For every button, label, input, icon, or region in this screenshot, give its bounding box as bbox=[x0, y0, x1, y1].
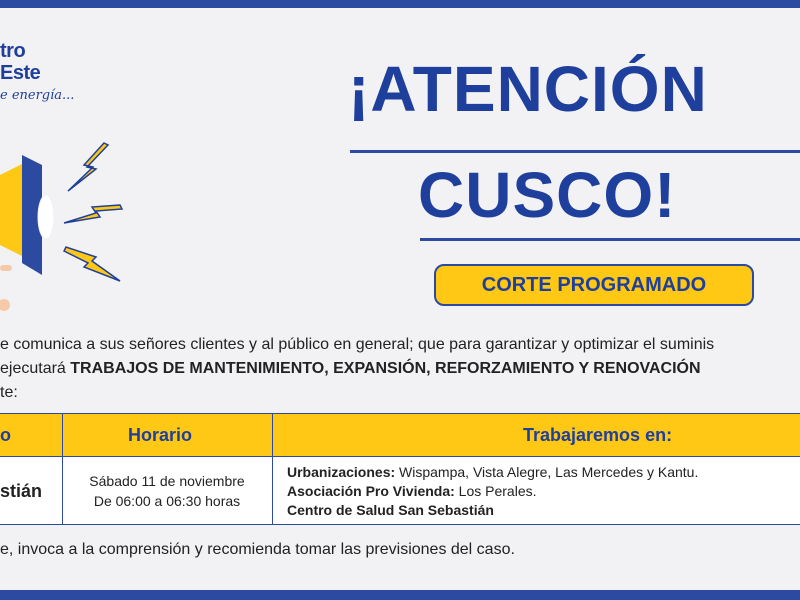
logo-tagline: e energía... bbox=[0, 88, 75, 103]
megaphone-icon bbox=[0, 135, 140, 315]
work-item-value: Wispampa, Vista Alegre, Las Mercedes y Kantu. bbox=[395, 464, 699, 480]
closing-text: e, invoca a la comprensión y recomienda tomar las previsiones del caso. bbox=[0, 541, 515, 558]
column-divider bbox=[272, 413, 273, 525]
paragraph-line2-bold: TRABAJOS DE MANTENIMIENTO, EXPANSIÓN, REFORZAMIENTO Y RENOVACIÓN bbox=[70, 360, 701, 377]
cell-horario bbox=[62, 471, 272, 511]
top-border-bar bbox=[0, 0, 800, 8]
paragraph-line1: e comunica a sus señores clientes y al público en general; que para garantizar y optimizar el suminis bbox=[0, 336, 715, 353]
work-item-label: Asociación Pro Vivienda: bbox=[287, 483, 455, 499]
table-header-row bbox=[0, 413, 800, 457]
corte-programado-badge: CORTE PROGRAMADO bbox=[434, 264, 754, 306]
lightning-bolt-icon bbox=[68, 143, 108, 191]
work-item-label: Urbanizaciones: bbox=[287, 464, 396, 480]
logo-text-line2: Este bbox=[0, 62, 41, 84]
header-horario: Horario bbox=[128, 425, 193, 445]
cell-trabajaremos bbox=[287, 463, 698, 520]
work-item bbox=[287, 463, 698, 482]
paragraph-line3: te: bbox=[0, 384, 18, 401]
header-trabajaremos: Trabajaremos en: bbox=[523, 425, 673, 445]
work-item bbox=[287, 501, 698, 520]
bottom-border-bar bbox=[0, 590, 800, 600]
paragraph-line2-prefix: ejecutará bbox=[0, 360, 71, 377]
headline-line2: CUSCO! bbox=[418, 159, 677, 231]
paragraph-line2 bbox=[0, 357, 800, 381]
company-logo bbox=[0, 36, 120, 116]
work-item bbox=[287, 482, 698, 501]
schedule-table bbox=[0, 413, 800, 525]
headline-line1: ¡ATENCIÓN bbox=[348, 53, 708, 125]
headline-underline-1 bbox=[350, 150, 800, 153]
header-distrito: o bbox=[0, 425, 11, 445]
cell-fecha: Sábado 11 de noviembre bbox=[89, 473, 245, 489]
lightning-bolt-icon bbox=[64, 205, 122, 223]
work-item-value: Los Perales. bbox=[454, 483, 537, 499]
notice-paragraph bbox=[0, 333, 800, 405]
cell-distrito: stián bbox=[0, 481, 43, 501]
headline-underline-2 bbox=[420, 238, 800, 241]
cell-hora: De 06:00 a 06:30 horas bbox=[93, 493, 241, 509]
logo-text-line1: tro bbox=[0, 40, 26, 62]
work-item-label: Centro de Salud San Sebastián bbox=[287, 502, 494, 518]
lightning-bolt-icon bbox=[64, 247, 120, 281]
